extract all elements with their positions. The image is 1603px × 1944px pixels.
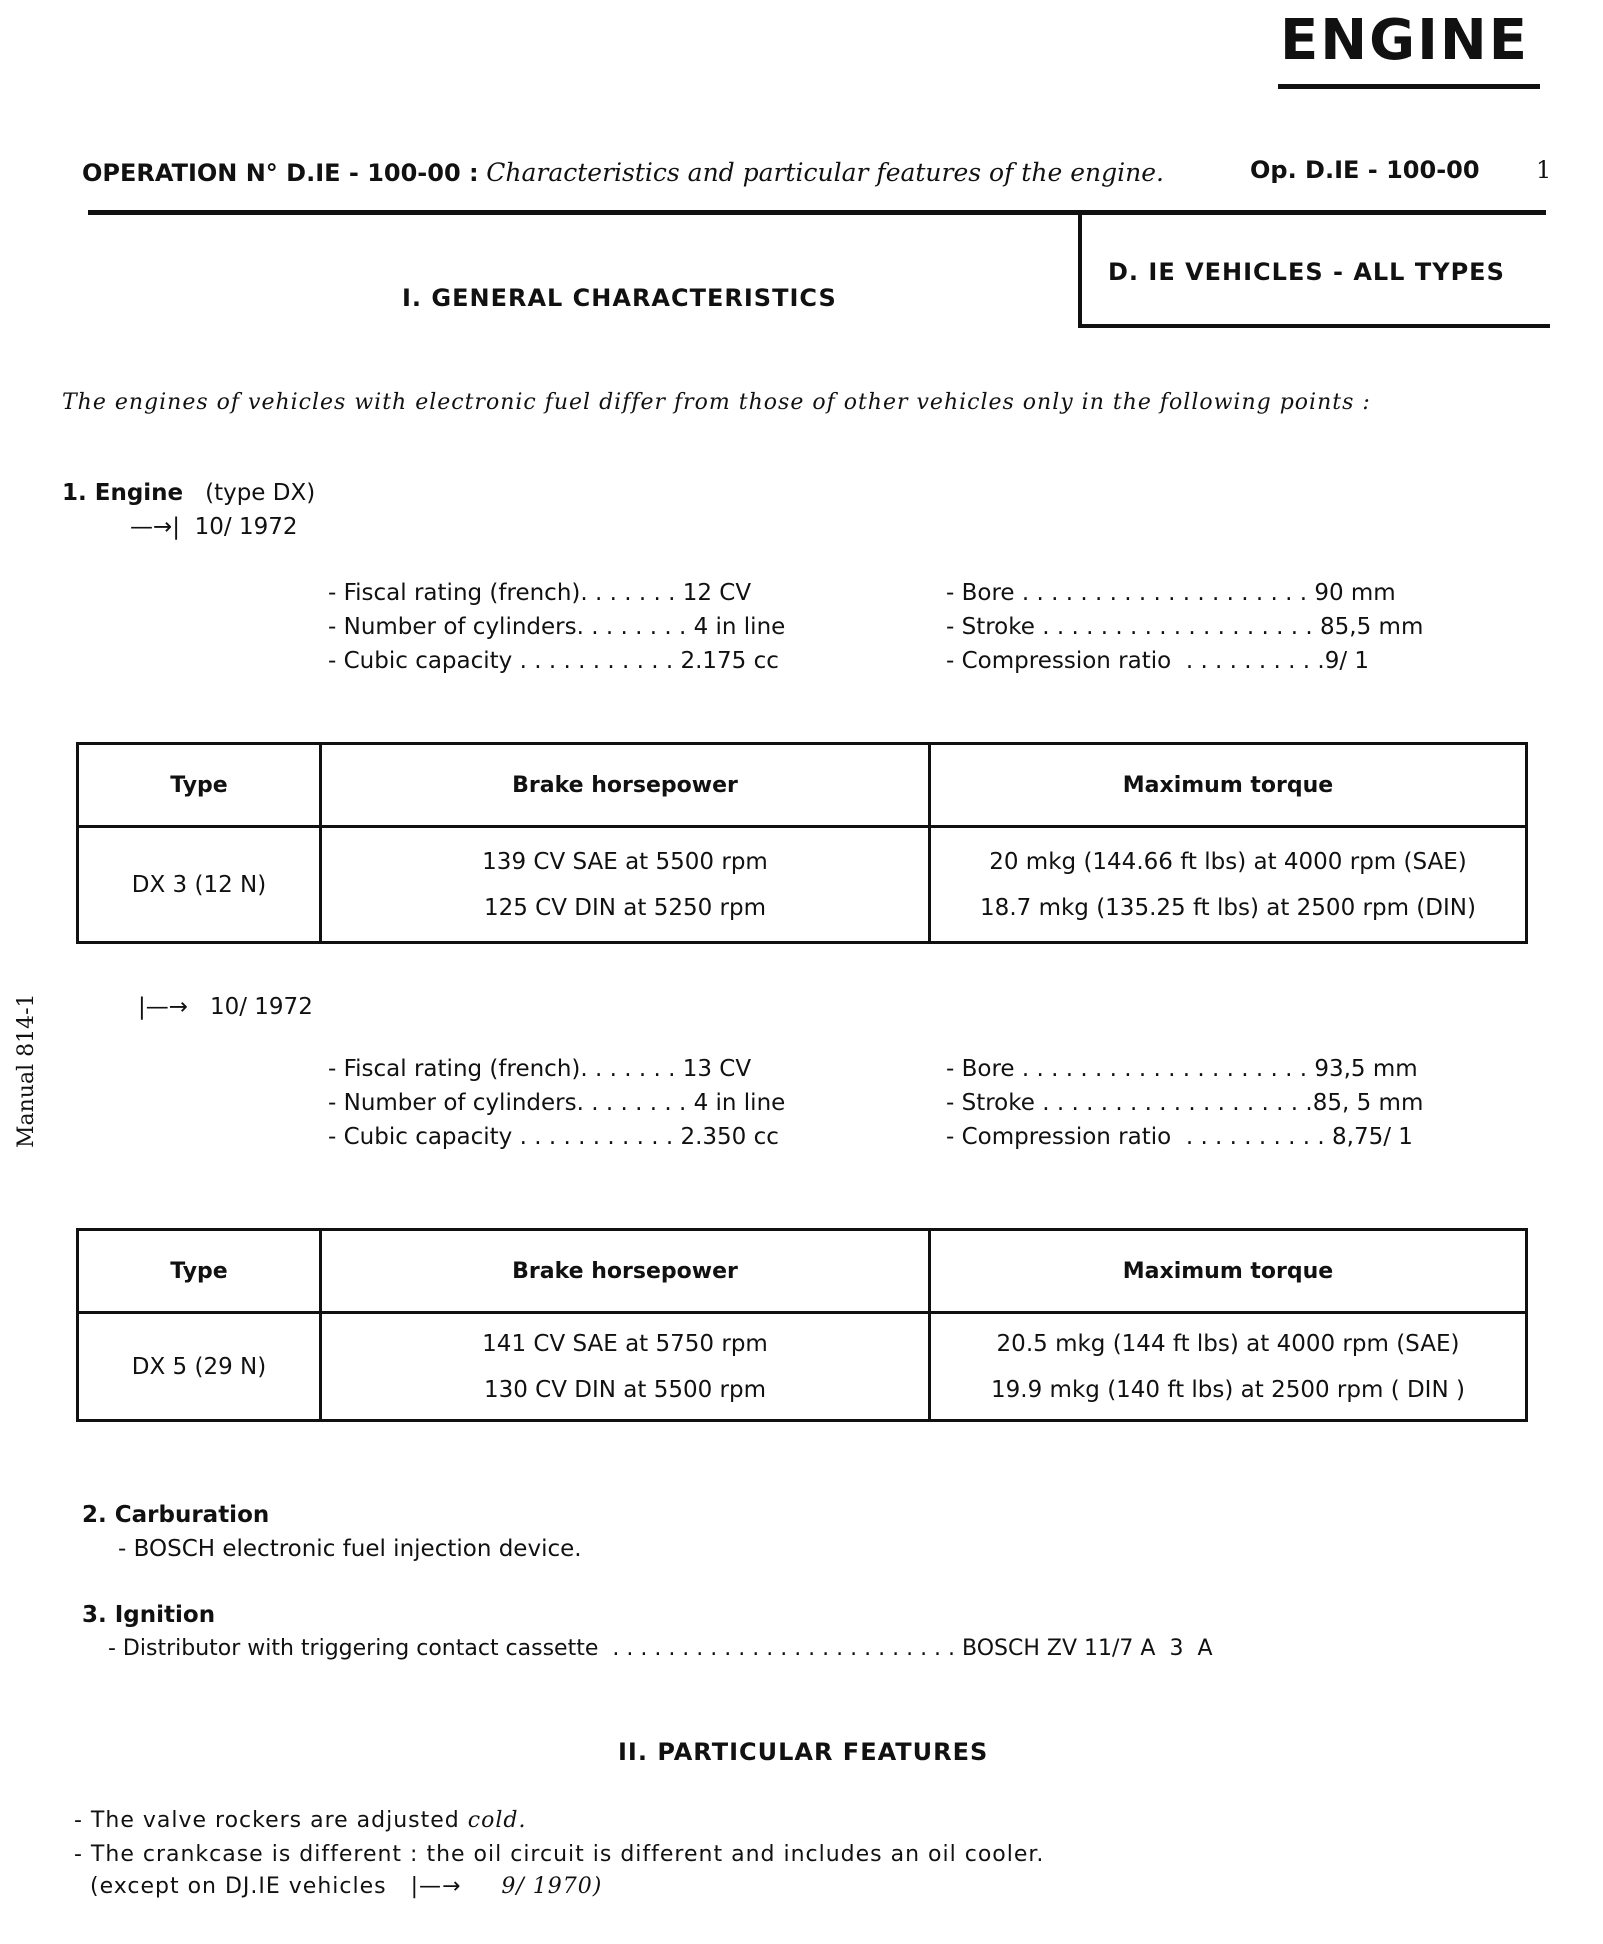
spec-line: - Compression ratio . . . . . . . . . . 8,75/ 1 (946, 1124, 1413, 1150)
col-torque-header: Maximum torque (930, 1230, 1527, 1313)
engine-type-cell: DX 5 (29 N) (78, 1313, 321, 1421)
specs-right-group1 (946, 576, 1423, 678)
col-type-header: Type (78, 744, 321, 827)
date-marker-before (130, 514, 298, 540)
bhp-sae: 139 CV SAE at 5500 rpm (482, 848, 768, 875)
intro-text: The engines of vehicles with electronic fuel differ from those of other vehicles only in the following points : (62, 390, 1371, 415)
from-arrow-icon: |—→ (138, 994, 189, 1020)
bhp-cell (321, 827, 930, 943)
feature-date: 9/ 1970) (501, 1874, 603, 1899)
specs-right-group2 (946, 1052, 1423, 1154)
date-label: 10/ 1972 (209, 994, 313, 1020)
engine-type: (type DX) (205, 480, 316, 506)
operation-line (82, 158, 1164, 187)
ignition-title: 3. Ignition (82, 1602, 216, 1628)
performance-table-dx5 (76, 1228, 1528, 1422)
from-arrow-icon: |—→ (410, 1874, 462, 1899)
spec-line: - Stroke . . . . . . . . . . . . . . . . . . . 85,5 mm (946, 614, 1424, 640)
spec-line: - Fiscal rating (french). . . . . . . 12 CV (328, 580, 752, 606)
feature-emphasis: cold. (467, 1808, 527, 1833)
spec-line: - Number of cylinders. . . . . . . . 4 in line (328, 1090, 786, 1116)
side-manual-label: Manual 814-1 (14, 993, 39, 1148)
ignition-line: - Distributor with triggering contact cassette . . . . . . . . . . . . . . . . . . . . . . . . . BOSCH ZV 11/7 A 3 A (108, 1636, 1213, 1661)
performance-table-dx3 (76, 742, 1528, 944)
bhp-din: 130 CV DIN at 5500 rpm (483, 1376, 767, 1403)
spec-line: - Bore . . . . . . . . . . . . . . . . . . . . 90 mm (946, 580, 1396, 606)
specs-left-group2 (328, 1052, 785, 1154)
carburation-line: - BOSCH electronic fuel injection device. (118, 1536, 582, 1562)
operation-label: OPERATION N° D.IE - 100-00 : (82, 159, 479, 187)
torque-sae: 20.5 mkg (144 ft lbs) at 4000 rpm (SAE) (996, 1330, 1460, 1357)
bhp-cell (321, 1313, 930, 1421)
carburation-title: 2. Carburation (82, 1502, 270, 1528)
feature-line-1 (74, 1808, 526, 1833)
date-label: 10/ 1972 (194, 514, 298, 540)
spec-line: - Bore . . . . . . . . . . . . . . . . . . . . 93,5 mm (946, 1056, 1418, 1082)
general-heading: I. GENERAL CHARACTERISTICS (402, 284, 837, 312)
spec-line: - Cubic capacity . . . . . . . . . . . 2.350 cc (328, 1124, 779, 1150)
date-marker-after (138, 994, 313, 1020)
feature-text: - The valve rockers are adjusted (74, 1808, 468, 1833)
engine-title: 1. Engine (62, 480, 184, 506)
feature-text: (except on DJ.IE vehicles (74, 1874, 387, 1899)
engine-type-cell: DX 3 (12 N) (78, 827, 321, 943)
spec-line: - Stroke . . . . . . . . . . . . . . . . . . .85, 5 mm (946, 1090, 1424, 1116)
operation-reference: Op. D.IE - 100-00 (1250, 156, 1480, 184)
col-torque-header: Maximum torque (930, 744, 1527, 827)
spec-line: - Compression ratio . . . . . . . . . .9/ 1 (946, 648, 1370, 674)
torque-sae: 20 mkg (144.66 ft lbs) at 4000 rpm (SAE) (989, 848, 1467, 875)
feature-line-3 (74, 1874, 602, 1899)
bhp-din: 125 CV DIN at 5250 rpm (483, 894, 767, 921)
particular-heading: II. PARTICULAR FEATURES (618, 1738, 989, 1766)
page-number: 1 (1536, 156, 1552, 184)
col-bhp-header: Brake horsepower (321, 1230, 930, 1313)
torque-cell (930, 1313, 1527, 1421)
spec-line: - Number of cylinders. . . . . . . . 4 in line (328, 614, 786, 640)
torque-cell (930, 827, 1527, 943)
torque-din: 18.7 mkg (135.25 ft lbs) at 2500 rpm (DIN) (980, 894, 1476, 921)
bhp-sae: 141 CV SAE at 5750 rpm (482, 1330, 768, 1357)
until-arrow-icon: —→| (130, 514, 181, 540)
section-title: ENGINE (1280, 8, 1530, 73)
col-type-header: Type (78, 1230, 321, 1313)
operation-description: Characteristics and particular features of the engine. (486, 158, 1164, 187)
title-underline (1278, 84, 1540, 89)
spec-line: - Cubic capacity . . . . . . . . . . . 2.175 cc (328, 648, 779, 674)
engine-heading (62, 480, 315, 506)
feature-line-2: - The crankcase is different : the oil circuit is different and includes an oil cooler. (74, 1842, 1045, 1867)
spec-line: - Fiscal rating (french). . . . . . . 13 CV (328, 1056, 752, 1082)
col-bhp-header: Brake horsepower (321, 744, 930, 827)
torque-din: 19.9 mkg (140 ft lbs) at 2500 rpm ( DIN ) (991, 1376, 1465, 1403)
vehicles-label: D. IE VEHICLES - ALL TYPES (1108, 258, 1505, 286)
specs-left-group1 (328, 576, 785, 678)
